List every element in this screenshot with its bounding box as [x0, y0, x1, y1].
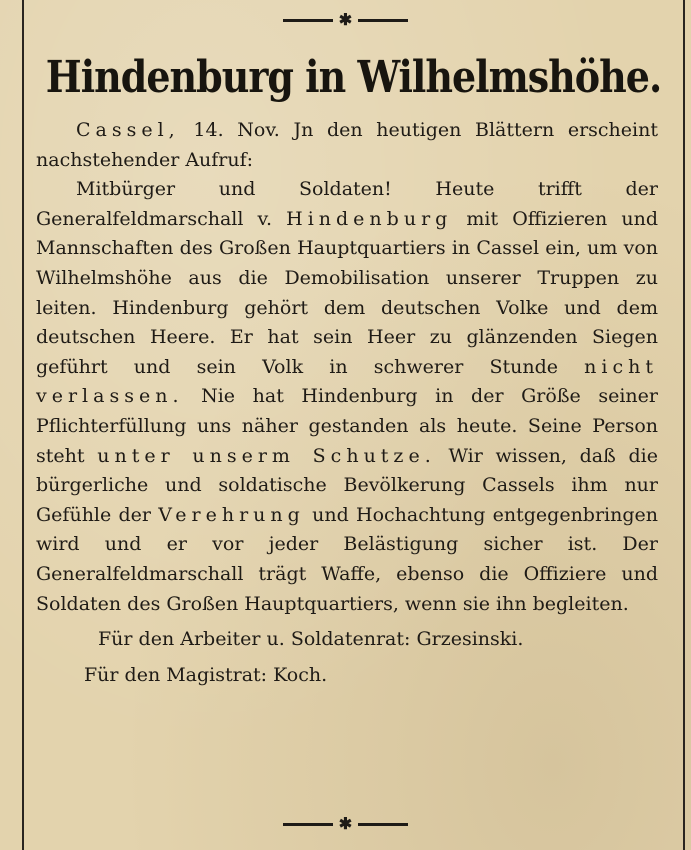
headline: Hindenburg in Wilhelmshöhe.: [45, 50, 662, 103]
bottom-ornament: [0, 816, 691, 832]
appeal-name: Hindenburg: [286, 207, 453, 230]
dateline-place: Cassel,: [76, 119, 180, 141]
signature-council: Für den Arbeiter u. Soldatenrat: Grzesinski.: [98, 628, 524, 651]
ornament-bar: [358, 19, 408, 22]
signature-magistrate: Für den Magistrat: Koch.: [84, 663, 328, 686]
appeal-text: Wir wissen, daß die bürgerliche und soldatische Bevölkerung Cassels ihm nur Gefühle der: [36, 444, 658, 526]
ornament-bar: [283, 19, 333, 22]
top-ornament: [0, 12, 691, 28]
article-body: [36, 116, 658, 690]
star-icon: ✱: [338, 814, 353, 833]
dateline-text: 14. Nov. Jn den heutigen Blättern erscheint nachstehender Aufruf:: [36, 119, 658, 171]
appeal-emphasis: nicht verlassen.: [36, 355, 658, 408]
appeal-text: Nie hat Hindenburg in der Größe seiner Pflichterfüllung uns näher gestanden als heute. Seine Person steht: [36, 385, 658, 467]
appeal-text: und Hochachtung entgegenbringen wird und er vor jeder Belästigung sicher ist. Der Generalfeldmarschall trägt Waffe, ebenso die Offiziere und Soldaten des Großen Hauptquartiers, wenn sie ihn begleiten.: [36, 503, 659, 615]
column-rule-left: [22, 0, 24, 850]
appeal-paragraph: [36, 175, 658, 619]
ornament-bar: [283, 823, 333, 826]
appeal-text: mit Offizieren und Mannschaften des Großen Hauptquartiers in Cassel ein, um von Wilhelmshöhe aus die Demobilisation unserer Truppen zu leiten. Hindenburg gehört dem deutschen Volke und dem deutschen Heere. Er hat sein Heer zu glänzenden Siegen geführt und sein Volk in schwerer Stunde: [36, 207, 658, 378]
column-rule-right: [683, 0, 685, 850]
appeal-emphasis: unter unserm Schutze.: [97, 444, 436, 467]
dateline-paragraph: [36, 116, 658, 175]
ornament-bar: [358, 823, 408, 826]
star-icon: ✱: [338, 10, 353, 29]
appeal-text: Mitbürger und Soldaten! Heute trifft der Generalfeldmarschall v.: [36, 178, 658, 230]
appeal-emphasis: Verehrung: [158, 503, 305, 526]
